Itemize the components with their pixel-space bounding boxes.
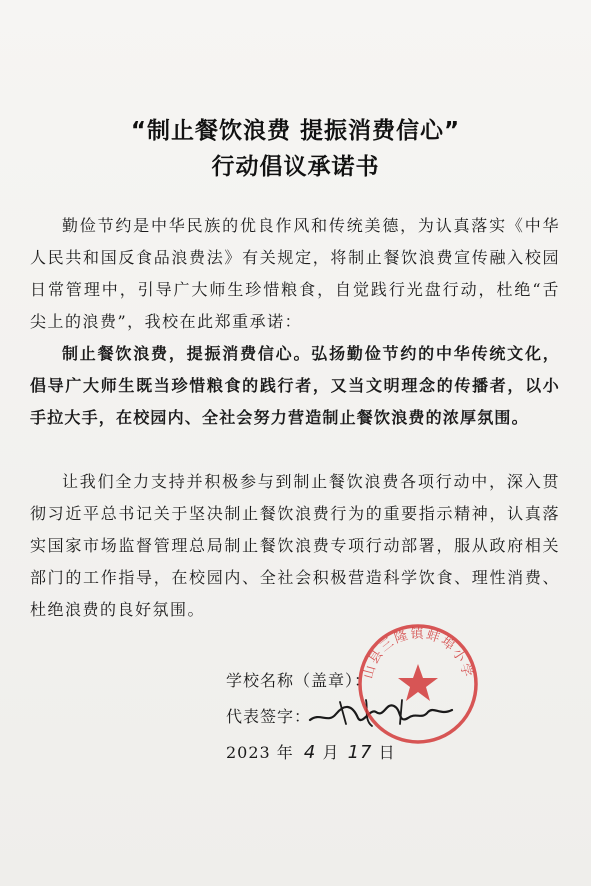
paragraph-action: 让我们全力支持并积极参与到制止餐饮浪费各项行动中，深入贯彻习近平总书记关于坚决制止餐饮浪费行为的重要指示精神，认真落实国家市场监督管理总局制止餐饮浪费专项行动部署，服从政府相关部门的工作指导，在校园内、全社会积极营造科学饮食、理性消费、杜绝浪费的良好氛围。: [30, 472, 560, 619]
document-title-line-2: 行动倡议承诺书: [211, 154, 380, 180]
document-title-line-1: “制止餐饮浪费 提振消费信心”: [130, 118, 461, 144]
representative-label: 代表签字：: [226, 707, 312, 726]
date-year: 2023 年: [226, 743, 294, 762]
school-seal: [356, 622, 480, 746]
representative-signature-row: [226, 704, 311, 727]
handwritten-signature: [306, 694, 456, 734]
seal-text: 山县三隆镇蚌埠小学: [360, 627, 476, 681]
date-month-handwritten: 4: [303, 742, 317, 763]
svg-text:山县三隆镇蚌埠小学: [361, 626, 475, 680]
school-name-label: 学校名称（盖章）：: [226, 671, 372, 690]
paragraph-intro: 勤俭节约是中华民族的优良作风和传统美德，为认真落实《中华人民共和国反食品浪费法》有关规定，将制止餐饮浪费宣传融入校园日常管理中，引导广大师生珍惜粮食，自觉践行光盘行动，杜绝“舌尖上的浪费”，我校在此郑重承诺：: [30, 216, 560, 331]
date-row: [226, 740, 396, 763]
paragraph-commitment: 制止餐饮浪费，提振消费信心。弘扬勤俭节约的中华传统文化，倡导广大师生既当珍惜粮食的践行者，又当文明理念的传播者，以小手拉大手，在校园内、全社会努力营造制止餐饮浪费的浓厚氛围。: [30, 344, 560, 427]
date-day-label: 日: [378, 743, 396, 762]
date-day-handwritten: 17: [347, 742, 373, 763]
date-month-label: 月: [322, 743, 340, 762]
school-name-row: [226, 668, 371, 691]
